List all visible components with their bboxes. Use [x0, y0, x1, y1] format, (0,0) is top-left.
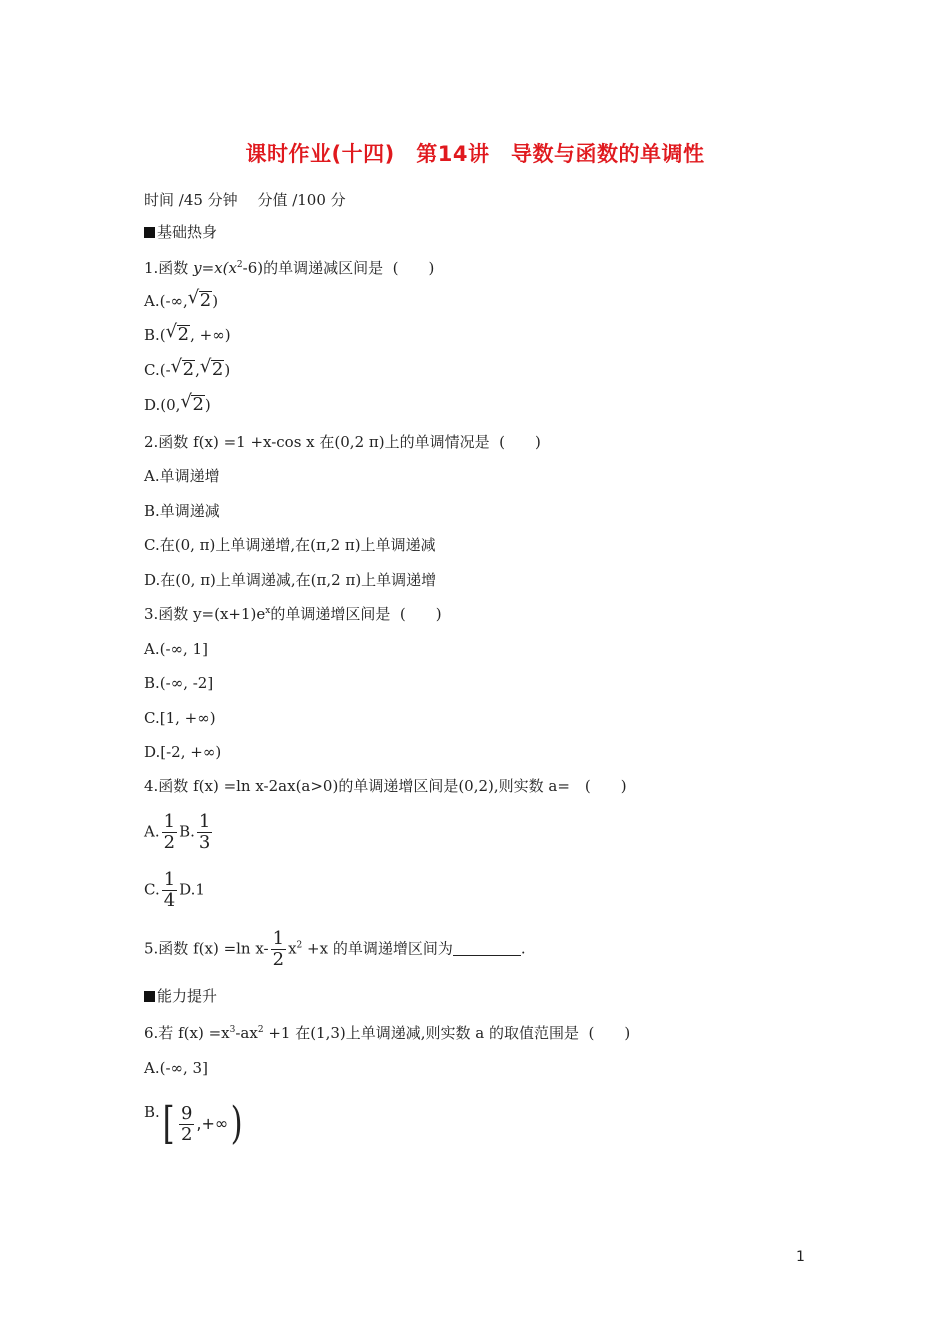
fraction: $\frac{1}{2}$: [272, 928, 285, 970]
answer-blank: [453, 941, 521, 956]
sqrt-symbol: √ 2: [180, 395, 204, 415]
question-1: 1.函数 $y=x(x^2-6)$的单调递减区间是 ( ): [144, 259, 435, 277]
q4-options-cd: C. $\frac{1}{4}$ D.1: [144, 869, 205, 911]
q6-option-b: B. [ $\frac{9}{2}$ ,+∞ ): [144, 1102, 245, 1146]
sqrt-symbol: √ 2: [171, 360, 195, 380]
square-bullet-icon: [144, 227, 155, 238]
q1-option-b: B.(√ 2, +∞): [144, 325, 231, 345]
q6-option-a: A.(-∞, 3]: [144, 1059, 208, 1077]
fraction: $\frac{9}{2}$: [180, 1102, 193, 1145]
question-3: 3.函数 $y=(x+1)e^x$的单调递增区间是 ( ): [144, 605, 442, 623]
q3-option-a: A.(-∞, 1]: [144, 640, 208, 658]
interval-bracket: [ $\frac{9}{2}$ ,+∞ ): [162, 1098, 243, 1149]
q3-option-d: D.[-2, +∞): [144, 743, 222, 761]
q3-option-b: B.(-∞, -2]: [144, 674, 214, 692]
fraction: $\frac{1}{2}$: [163, 811, 176, 853]
q1-option-a: A.(-∞,√ 2): [144, 291, 218, 311]
q4-options-ab: A. $\frac{1}{2}$ B. $\frac{1}{3}$: [144, 811, 211, 853]
page-title: 课时作业(十四) 第14讲 导数与函数的单调性: [245, 142, 705, 166]
q1-option-c: C.(-√ 2,√ 2): [144, 360, 230, 380]
fraction: $\frac{1}{3}$: [198, 811, 211, 853]
sqrt-symbol: √ 2: [200, 360, 224, 380]
section-basic: 基础热身: [144, 222, 217, 242]
q2-option-d: D.在(0, π)上单调递减,在(π,2 π)上单调递增: [144, 571, 437, 589]
q3-option-c: C.[1, +∞): [144, 709, 216, 727]
q2-option-b: B.单调递减: [144, 502, 220, 520]
q1-option-d: D.(0,√ 2): [144, 395, 211, 415]
sqrt-symbol: √ 2: [166, 325, 190, 345]
meta-info: 时间 ∕45 分钟 分值 ∕100 分: [144, 191, 346, 209]
question-2: 2.函数 f(x) =1 +x-cos x 在(0,2 π)上的单调情况是 ( ): [144, 433, 541, 451]
question-4: 4.函数 f(x) =ln x-2ax(a>0)的单调递增区间是(0,2),则实数 a= ( ): [144, 777, 627, 795]
question-5: 5.函数 f(x) =ln x- $\frac{1}{2}$ $x^2 +x$ 的单调递增区间为 .: [144, 928, 526, 970]
q2-option-c: C.在(0, π)上单调递增,在(π,2 π)上单调递减: [144, 536, 436, 554]
q2-option-a: A.单调递增: [144, 467, 220, 485]
square-bullet-icon: [144, 991, 155, 1002]
question-6: 6.若 $f(x) =x^3-ax^2 +1$ 在(1,3)上单调递减,则实数 a 的取值范围是 ( ): [144, 1024, 631, 1042]
sqrt-symbol: √ 2: [188, 291, 212, 311]
section-advanced: 能力提升: [144, 986, 217, 1006]
fraction: $\frac{1}{4}$: [163, 869, 176, 911]
page-number: 1: [796, 1249, 805, 1265]
